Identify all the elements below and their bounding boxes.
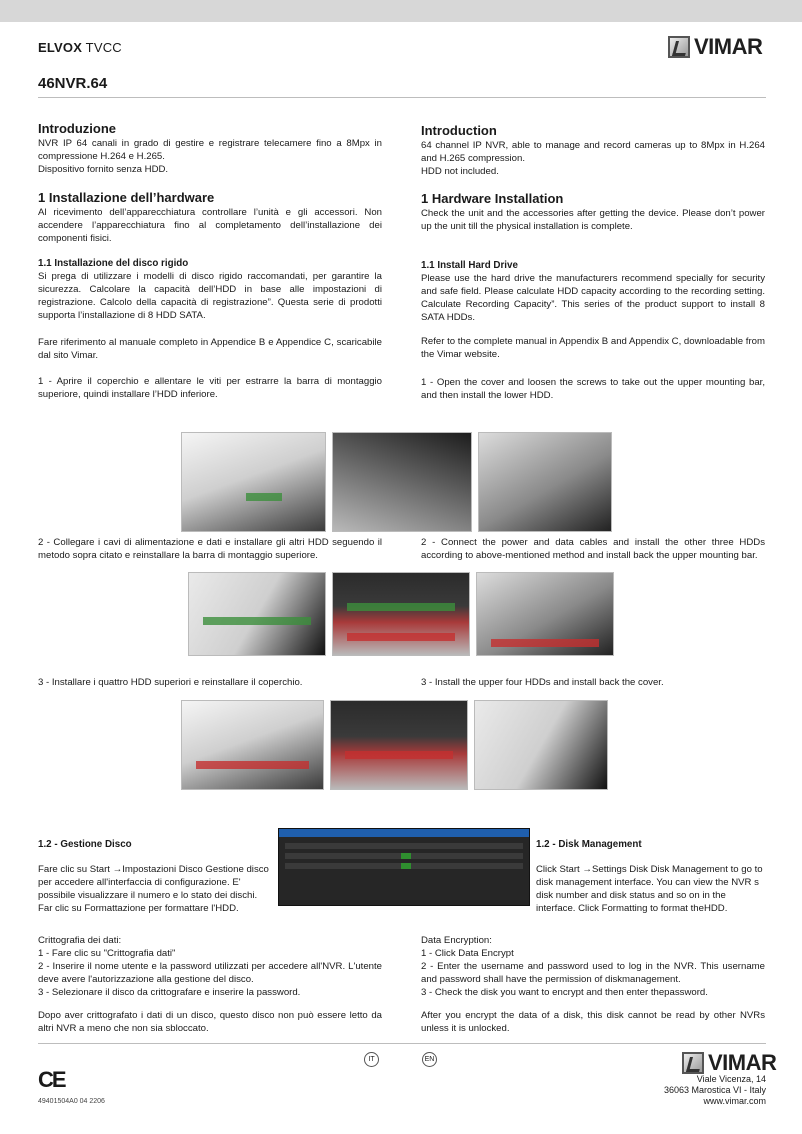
it-intro — [38, 121, 382, 176]
en-mgmt-title: 1.2 - Disk Management — [536, 839, 642, 850]
it-intro-text: NVR IP 64 canali in grado di gestire e registrare telecamere fino a 8Mpx in compressione H.264 e H.265. — [38, 138, 382, 162]
en-enc-title: Data Encryption: — [421, 935, 492, 946]
it-enc3: 3 - Selezionare il disco da crittografare e inserire la password. — [38, 987, 301, 998]
en-step3 — [421, 676, 765, 689]
en-hw-text: Check the unit and the accessories after getting the device. Please don’t power up the unit till the physical installation is complete. — [421, 208, 765, 232]
en-manual-text: Refer to the complete manual in Appendix B and Appendix C, downloadable from the Vimar website. — [421, 336, 765, 360]
brand-rest: TVCC — [82, 40, 122, 55]
it-enc-title: Crittografia dei dati: — [38, 935, 122, 946]
vimar-logo-text: VIMAR — [694, 34, 763, 59]
it-step3 — [38, 676, 382, 689]
it-hardware — [38, 190, 382, 245]
it-manual — [38, 336, 382, 362]
en-encryption — [421, 934, 765, 1035]
en-manual — [421, 335, 765, 361]
en-intro-hdd: HDD not included. — [421, 166, 499, 177]
en-enc3: 3 - Check the disk you want to encrypt and then enter thepassword. — [421, 987, 708, 998]
vimar-logo — [668, 34, 762, 60]
brand-label — [38, 40, 122, 55]
photo-mounting-bar — [476, 572, 614, 656]
en-step2 — [421, 536, 765, 562]
it-step1 — [38, 375, 382, 401]
it-enc-note: Dopo aver crittografato i dati di un disco, questo disco non può essere letto da altri NVR a meno che non sia sbloccato. — [38, 1010, 382, 1034]
model-title: 46NVR.64 — [38, 75, 108, 92]
en-enc1: 1 - Click Data Encrypt — [421, 948, 514, 959]
photo-hdds-installed — [332, 572, 470, 656]
top-band — [0, 0, 802, 22]
en-intro — [421, 123, 765, 178]
website-link[interactable]: www.vimar.com — [703, 1096, 766, 1106]
it-disk — [38, 257, 382, 322]
screenshot-titlebar — [279, 829, 529, 837]
en-intro-title: Introduction — [421, 123, 497, 138]
vimar-logo-icon — [668, 36, 690, 58]
screenshot-status-1 — [401, 853, 411, 859]
header-divider — [38, 97, 766, 98]
it-encryption — [38, 934, 382, 1035]
document-code: 49401504A0 04 2206 — [38, 1098, 105, 1105]
en-mgmt-text: Click Start →Settings Disk Disk Management to go to disk management interface. You can view the NVR s disk number and disk status and so on in the interface. Click Formatting to format theHDD. — [536, 864, 763, 914]
en-disk-title: 1.1 Install Hard Drive — [421, 260, 518, 271]
en-step2-text: 2 - Connect the power and data cables and install the other three HDDs according to above-mentioned method and install back the upper mounting bar. — [421, 537, 765, 561]
screenshot-status-2 — [401, 863, 411, 869]
it-step3-text: 3 - Installare i quattro HDD superiori e reinstallare il coperchio. — [38, 677, 303, 688]
photo-hdd-cables — [188, 572, 326, 656]
en-step1-text: 1 - Open the cover and loosen the screws to take out the upper mounting bar, and then install the lower HDD. — [421, 377, 765, 401]
it-enc1: 1 - Fare clic su "Crittografia dati" — [38, 948, 176, 959]
en-step1 — [421, 376, 765, 402]
address-line-1: Viale Vicenza, 14 — [696, 1074, 766, 1084]
vimar-footer-logo — [682, 1050, 776, 1076]
ce-mark: CE — [38, 1067, 65, 1092]
lang-it-icon: IT — [364, 1052, 379, 1067]
vimar-footer-logo-icon — [682, 1052, 704, 1074]
photo-row-1 — [181, 432, 612, 532]
it-step2 — [38, 536, 382, 562]
en-enc2: 2 - Enter the username and password used to log in the NVR. This username and password shall have the permission of diskmanagement. — [421, 961, 765, 985]
address-line-2: 36063 Marostica VI - Italy — [663, 1085, 766, 1095]
en-disk — [421, 259, 765, 324]
brand-bold: ELVOX — [38, 40, 83, 55]
en-mgmt — [421, 838, 765, 915]
it-intro-title: Introduzione — [38, 121, 116, 136]
lang-en-icon: EN — [422, 1052, 437, 1067]
en-intro-text: 64 channel IP NVR, able to manage and record cameras up to 8Mpx in H.264 and H.265 compression. — [421, 140, 765, 164]
it-step1-text: 1 - Aprire il coperchio e allentare le viti per estrarre la barra di montaggio superiore, quindi installare l’HDD inferiore. — [38, 376, 382, 400]
it-hw-title: 1 Installazione dell’hardware — [38, 190, 215, 205]
en-hardware — [421, 191, 765, 233]
en-hw-title: 1 Hardware Installation — [421, 191, 564, 206]
photo-screwdriver — [478, 432, 612, 532]
en-disk-text: Please use the hard drive the manufacturers recommend specially for security and safe field. Please calculate HDD capacity according to the recording setting. Calculate Recording Capacity”. This series of the product support to install 8 SATA HDDs. — [421, 273, 765, 323]
it-disk-title: 1.1 Installazione del disco rigido — [38, 258, 189, 269]
photo-open-cover — [332, 432, 472, 532]
it-manual-text: Fare riferimento al manuale completo in Appendice B e Appendice C, scaricabile dal sito Vimar. — [38, 337, 382, 361]
it-disk-text: Si prega di utilizzare i modelli di disco rigido raccomandati, per garantire la sicurezza. Calcolare la capacità dell’HDD in base alle impostazioni di registrazione. Calcolo della capacità di registrazione”. Questa serie di prodotti supporta l’installazione di 8 HDD SATA. — [38, 271, 382, 321]
it-step2-text: 2 - Collegare i cavi di alimentazione e dati e installare gli altri HDD seguendo il metodo sopra citato e reinstallare la barra di montaggio superiore. — [38, 537, 382, 561]
it-hw-text: Al ricevimento dell’apparecchiatura controllare l’unità e gli accessori. Non accendere l’apparecchiatura fino al completamento dell’installazione dei componenti fisici. — [38, 207, 382, 244]
footer-divider — [38, 1043, 766, 1044]
it-mgmt — [38, 838, 270, 915]
it-mgmt-title: 1.2 - Gestione Disco — [38, 839, 132, 850]
it-enc2: 2 - Inserire il nome utente e la password utilizzati per accedere all'NVR. L'utente deve avere l'autorizzazione alla gestione del disco. — [38, 961, 382, 985]
photo-cover-closed — [474, 700, 608, 790]
address-block — [600, 1074, 766, 1107]
vimar-footer-logo-text: VIMAR — [708, 1050, 777, 1075]
photo-row-3 — [181, 700, 608, 790]
it-intro-hdd: Dispositivo fornito senza HDD. — [38, 164, 169, 175]
photo-cabling — [330, 700, 468, 790]
en-enc-note: After you encrypt the data of a disk, this disk cannot be read by other NVRs unless it is unlocked. — [421, 1010, 765, 1034]
photo-upper-hdds — [181, 700, 324, 790]
en-step3-text: 3 - Install the upper four HDDs and install back the cover. — [421, 677, 664, 688]
it-mgmt-text: Fare clic su Start →Impostazioni Disco Gestione disco per accedere all'interfaccia di configurazione. E' possibile visualizzare il numero e lo stato dei dischi. Far clic su Formattazione per formattare l'HDD. — [38, 864, 269, 914]
photo-nvr-rear — [181, 432, 326, 532]
photo-row-2 — [188, 572, 614, 656]
